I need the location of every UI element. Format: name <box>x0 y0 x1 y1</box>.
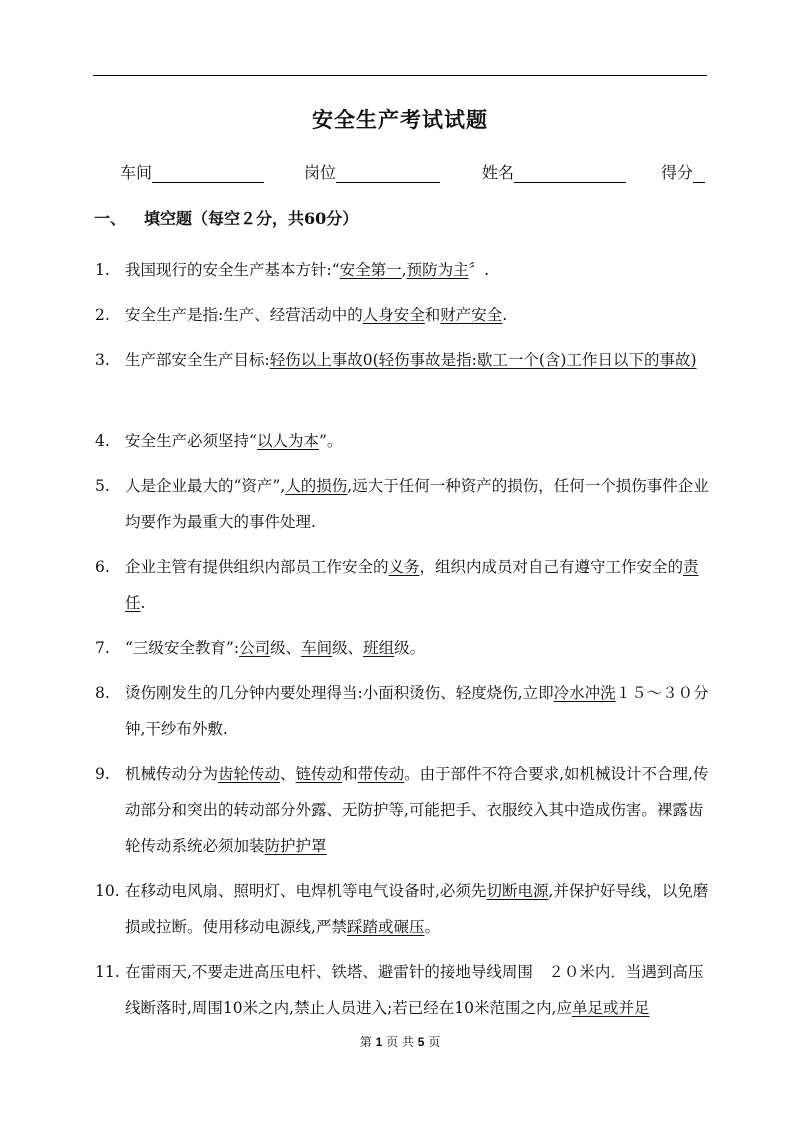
question-item <box>95 630 710 666</box>
answer-underlined: 责任 <box>125 558 699 612</box>
question-fragment: 在雷雨天,不要走进高压电杆、铁塔、避雷针的接地导线周围 ２０米内．当遇到高压线断落时,周围10米之内,禁止人员进入;若已经在10米范围之内,应 <box>125 963 704 1017</box>
page-total: 5 <box>417 1035 425 1049</box>
question-text <box>125 342 710 378</box>
question-text <box>125 549 710 621</box>
answer-underlined: 人的损伤 <box>285 477 348 495</box>
question-fragment: 。由于部件不符合要求,如机械设计不合理,传动部分和突出的转动部分外露、无防护等,可能把手、衣服绞入其中造成伤害。裸露齿轮传动系统必须加装 <box>125 765 709 855</box>
answer-underlined: 链传动 <box>295 765 343 783</box>
question-fragment: 级、 <box>270 639 302 657</box>
question-number: 2. <box>95 306 110 324</box>
question-item <box>95 873 710 945</box>
name-field <box>482 160 626 183</box>
question-fragment: 安全生产必须坚持“ <box>125 432 257 450</box>
info-fields <box>120 160 710 186</box>
answer-underlined: 冷水冲洗 <box>553 684 616 702</box>
answer-underlined: 带传动 <box>357 765 405 783</box>
question-number: 9. <box>95 765 110 783</box>
page-footer: 第 1 页 共 5 页 <box>359 1035 441 1049</box>
question-number: 5. <box>95 477 110 495</box>
question-text <box>125 468 710 540</box>
section-heading <box>94 206 358 229</box>
question-fragment: . <box>140 594 146 612</box>
question-item <box>95 675 710 747</box>
question-number: 6. <box>95 558 110 576</box>
question-fragment: 烫伤刚发生的几分钟内要处理得当:小面积烫伤、轻度烧伤,立即 <box>125 684 554 702</box>
question-fragment: ,并保护好导线，以免磨损或拉断。使用移动电源线,严禁 <box>125 882 709 936</box>
section-title: 填空题（每空２分，共60分） <box>144 209 359 228</box>
answer-underlined: 预防为主 <box>406 261 469 279</box>
question-item <box>95 423 710 459</box>
answer-underlined: 轻伤以上事故0(轻伤事故是指:歇工一个(含)工作日以下的事故) <box>269 351 697 369</box>
question-text <box>125 873 710 945</box>
question-fragment: 和 <box>424 306 441 324</box>
question-number: 10. <box>95 882 120 900</box>
question-item <box>95 468 710 540</box>
question-number: 11. <box>95 963 120 981</box>
page-number: 1 <box>375 1035 383 1049</box>
question-number: 3. <box>95 351 110 369</box>
question-item <box>95 756 710 864</box>
question-fragment: 级。 <box>394 639 426 657</box>
question-text <box>125 252 710 288</box>
question-number: 4. <box>95 432 110 450</box>
post-field <box>304 160 440 183</box>
question-text <box>125 297 710 333</box>
answer-underlined: 单足或并足 <box>571 999 650 1017</box>
question-fragment: 企业主管有提供组织内部员工作安全的 <box>125 558 389 576</box>
answer-underlined: 踩踏或碾压 <box>346 918 425 936</box>
answer-underlined: 班组 <box>363 639 395 657</box>
question-fragment: １５～３０分钟,干纱布外敷. <box>125 684 709 738</box>
question-text <box>125 756 710 864</box>
answer-underlined: 车间 <box>301 639 333 657</box>
question-text <box>125 630 710 666</box>
answer-underlined: 安全第一 <box>339 261 402 279</box>
score-label: 得分 <box>661 163 694 182</box>
question-fragment: 生产部安全生产目标: <box>125 351 270 369</box>
page-title: 安全生产考试试题 <box>312 107 488 132</box>
question-text <box>125 423 710 459</box>
name-label: 姓名 <box>482 163 515 182</box>
name-blank <box>514 166 626 183</box>
question-item <box>95 549 710 621</box>
post-blank <box>336 166 440 183</box>
question-fragment: 在移动电风扇、照明灯、电焊机等电气设备时,必须先 <box>125 882 487 900</box>
workshop-blank <box>152 166 264 183</box>
question-fragment: . <box>502 306 508 324</box>
question-fragment: 。 <box>424 918 440 936</box>
question-fragment: 人是企业最大的“资产”, <box>125 477 286 495</box>
question-text <box>125 954 710 1026</box>
question-number: 7. <box>95 639 110 657</box>
answer-underlined: 人身安全 <box>362 306 425 324</box>
question-item <box>95 954 710 1026</box>
score-blank <box>693 166 705 183</box>
question-fragment: ,远大于任何一种资产的损伤，任何一个损伤事件企业均要作为最重大的事件处理. <box>125 477 709 531</box>
question-number: 8. <box>95 684 110 702</box>
answer-underlined: 义务 <box>388 558 420 576</box>
question-fragment: 机械传动分为 <box>125 765 219 783</box>
section-number: 一、 <box>94 209 127 228</box>
question-text <box>125 675 710 747</box>
question-fragment: , <box>401 261 407 279</box>
question-fragment: 安全生产是指:生产、经营活动中的 <box>125 306 363 324</box>
answer-underlined: 以人为本 <box>256 432 319 450</box>
question-fragment: ，组织内成员对自己有遵守工作安全的 <box>419 558 684 576</box>
question-item <box>95 297 710 333</box>
question-fragment: 〞. <box>468 261 490 279</box>
question-fragment: 我国现行的安全生产基本方针:“ <box>125 261 340 279</box>
question-fragment: “三级安全教育”: <box>125 639 240 657</box>
answer-underlined: 财产安全 <box>440 306 503 324</box>
answer-underlined: 切断电源 <box>486 882 549 900</box>
question-item <box>95 252 710 288</box>
answer-underlined: 防护护罩 <box>264 837 327 855</box>
answer-underlined: 公司 <box>239 639 271 657</box>
header-rule <box>93 75 707 76</box>
question-fragment: ”。 <box>318 432 343 450</box>
answer-underlined: 齿轮传动 <box>218 765 281 783</box>
question-fragment: 、 <box>280 765 296 783</box>
workshop-field <box>120 160 264 183</box>
question-number: 1. <box>95 261 110 279</box>
question-item <box>95 342 710 378</box>
post-label: 岗位 <box>304 163 337 182</box>
question-fragment: 和 <box>342 765 358 783</box>
workshop-label: 车间 <box>120 163 153 182</box>
question-fragment: 级、 <box>332 639 364 657</box>
score-field <box>661 160 705 183</box>
